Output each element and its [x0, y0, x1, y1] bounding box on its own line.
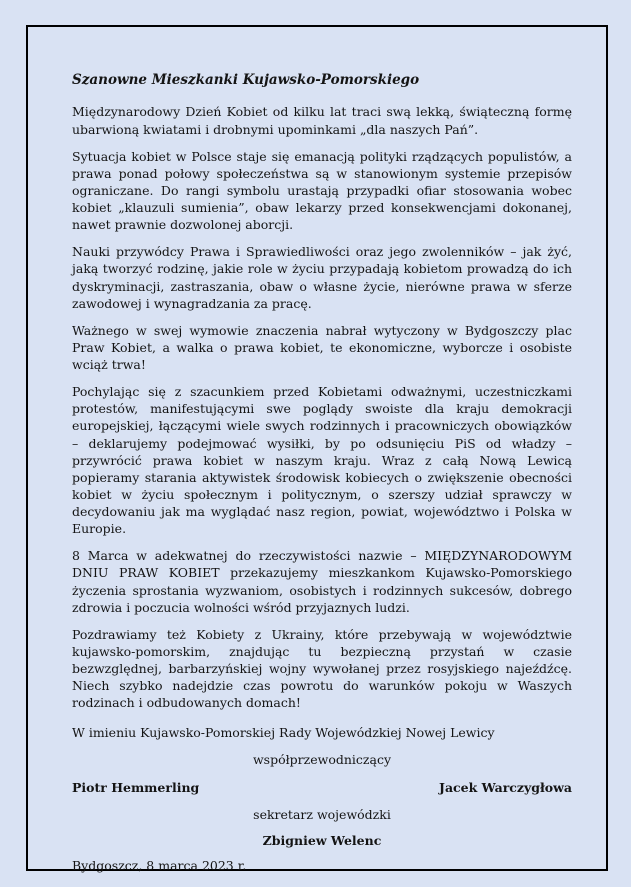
co-chair-name-right: Jacek Warczygłowa [439, 779, 572, 795]
body-paragraph-1: Międzynarodowy Dzień Kobiet od kilku lat traci swą lekką, świąteczną formę ubarwioną kwiatami i drobnymi upominkami „dla naszych Pań”. [72, 104, 572, 137]
co-chair-name-left: Piotr Hemmerling [72, 779, 200, 795]
body-paragraph-4: Ważnego w swej wymowie znaczenia nabrał wytyczony w Bydgoszczy plac Praw Kobiet, a walka o prawa kobiet, te ekonomiczne, wyborcze i osobiste wciąż trwa! [72, 322, 572, 373]
co-chairs-names-row [72, 779, 572, 796]
body-paragraph-7: Pozdrawiamy też Kobiety z Ukrainy, które przebywają w województwie kujawsko-pomorskim, znajdując tu bezpieczną przystań w czasie bezwzględnej, barbarzyńskiej wojny wywołanej przez rosyjskiego najeźdźcę. Niech szybko nadejdzie czas powrotu do warunków pokoju w Waszych rodzinach i odbudowanych domach! [72, 626, 572, 711]
salutation: Szanowne Mieszkanki Kujawsko-Pomorskiego [72, 72, 420, 88]
body-paragraph-5: Pochylając się z szacunkiem przed Kobietami odważnymi, uczestniczkami protestów, manifestującymi swe poglądy swoiste dla kraju demokracji europejskiej, łączącymi wiele swych rodzinnych i pracowniczych obowiązków – deklarujemy podejmować wysiłki, by po odsunięciu PiS od władzy – przywrócić prawa kobiet w naszym kraju. Wraz z całą Nową Lewicą popieramy starania aktywistek środowisk kobiecych o zwiększenie obecności kobiet w życiu społecznym i politycznym, o szerszy udział sprawczy w decydowaniu jak ma wyglądać nasz region, powiat, województwo i Polska w Europie. [72, 384, 572, 537]
co-chairs-role-line: współprzewodniczący [252, 751, 392, 767]
dateline: Bydgoszcz, 8 marca 2023 r. [72, 858, 247, 874]
on-behalf-line: W imieniu Kujawsko-Pomorskiej Rady Wojewódzkiej Nowej Lewicy [72, 725, 495, 741]
body-paragraph-3: Nauki przywódcy Prawa i Sprawiedliwości oraz jego zwolenników – jak żyć, jaką tworzyć rodzinę, jakie role w życiu przypadają kobietom prowadzą do ich dyskryminacji, zastraszania, obaw o własne życie, nierówne prawa w sferze zawodowej i wynagradzania za pracę. [72, 244, 572, 311]
letter-content [28, 27, 606, 874]
body-paragraph-6: 8 Marca w adekwatnej do rzeczywistości nazwie – MIĘDZYNARODOWYM DNIU PRAW KOBIET przekazujemy mieszkankom Kujawsko-Pomorskiego życzenia sprostania wyzwaniom, osobistych i rodzinnych sukcesów, dobrego zdrowia i poczucia wolności wśród przyjaznych ludzi. [72, 548, 572, 615]
body-paragraph-2: Sytuacja kobiet w Polsce staje się emanacją polityki rządzących populistów, a prawa ponad połowy społeczeństwa są w stanowionym systemie przepisów ograniczane. Do rangi symbolu urastają przypadki ofiar stosowania wobec kobiet „klauzuli sumienia”, obaw lekarzy przed konsekwencjami dokonanej, nawet prawnie dozwolonej aborcji. [72, 148, 572, 233]
document-frame [26, 25, 608, 874]
secretary-role-line: sekretarz wojewódzki [253, 806, 391, 822]
secretary-name: Zbigniew Welenc [262, 832, 382, 848]
